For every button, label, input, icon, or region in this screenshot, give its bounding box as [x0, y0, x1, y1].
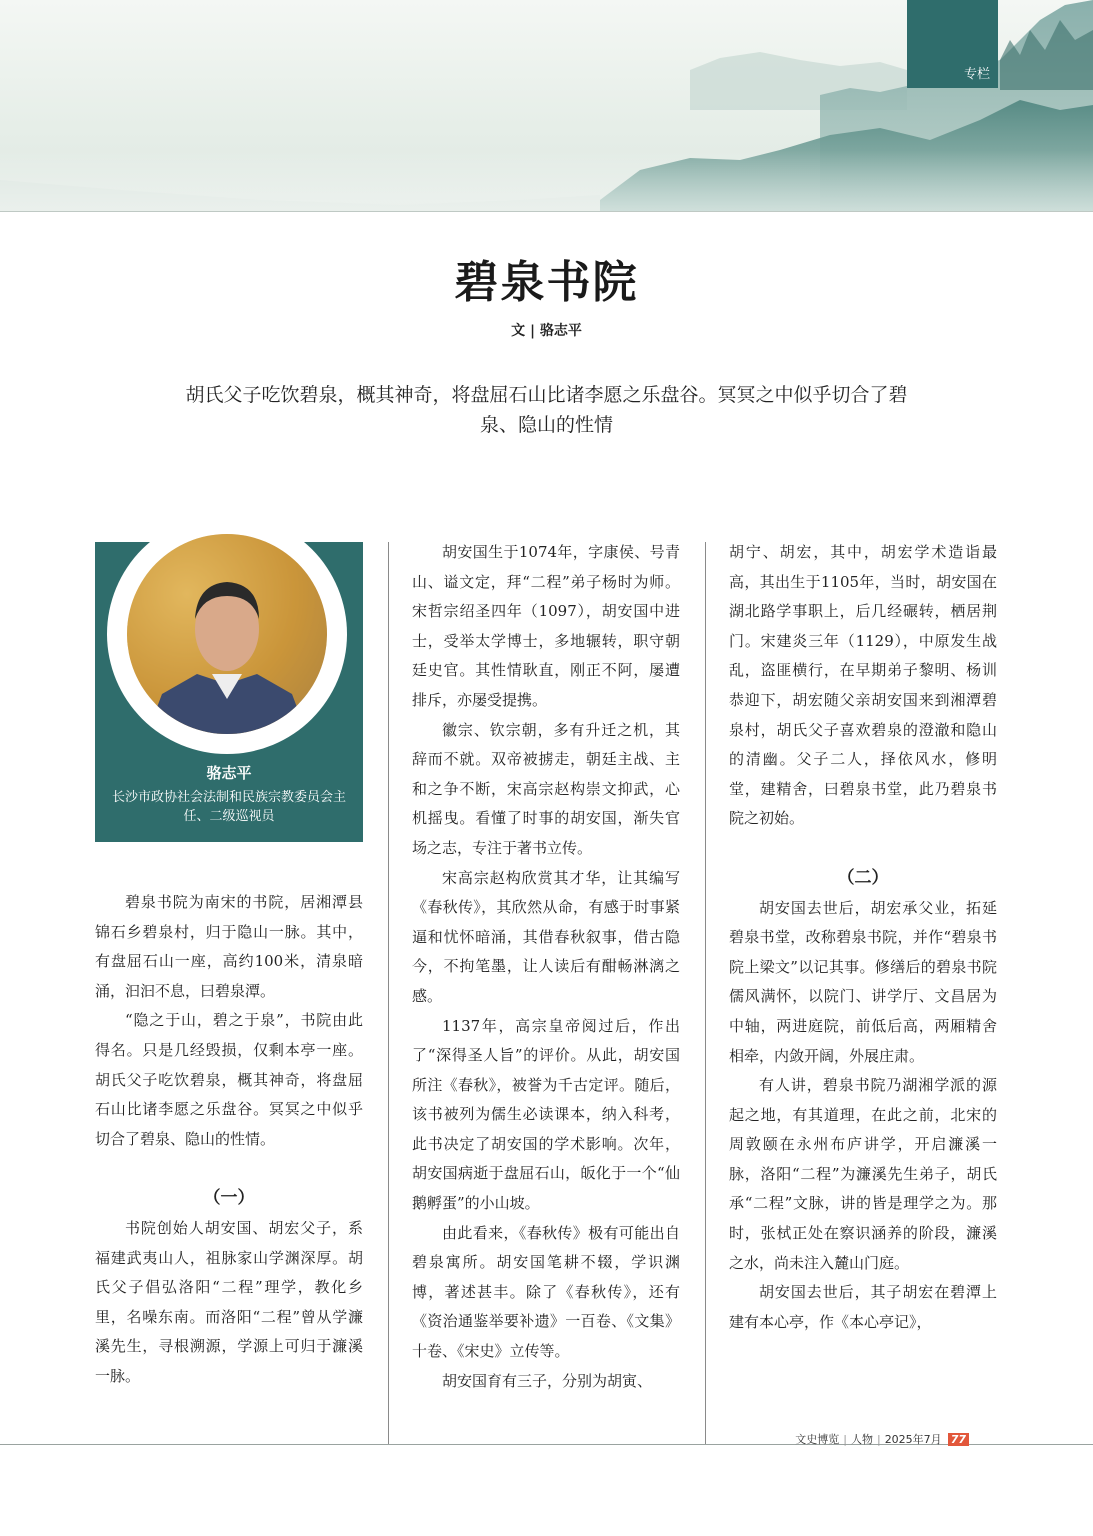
banner-divider [0, 211, 1093, 212]
paragraph: 胡安国生于1074年，字康侯、号青山、谥文定，拜“二程”弟子杨时为师。宋哲宗绍圣四年（1097），胡安国中进士，受举太学博士，多地辗转，职守朝廷史官。其性情耿直，刚正不阿，屡遭排斥，亦屡受提携。 [412, 543, 680, 709]
text-column-1 [95, 888, 363, 1392]
author-role: 长沙市政协社会法制和民族宗教委员会主任、二级巡视员 [111, 790, 346, 824]
paragraph: “隐之于山，碧之于泉”，书院由此得名。只是几经毁损，仅剩本亭一座。胡氏父子吃饮碧泉，概其神奇，将盘屈石山比诸李愿之乐盘谷。冥冥之中似乎切合了碧泉、隐山的性情。 [95, 1011, 363, 1148]
column-tag-box [907, 0, 998, 88]
author-photo-frame [107, 514, 347, 754]
paragraph: 徽宗、钦宗朝，多有升迁之机，其辞而不就。双帝被掳走，朝廷主战、主和之争不断，宋高宗赵构崇文抑武，心机摇曳。看懂了时事的胡安国，渐失官场之志，专注于著书立传。 [412, 720, 680, 857]
paragraph: 书院创始人胡安国、胡宏父子，系福建武夷山人，祖脉家山学渊深厚。胡氏父子倡弘洛阳“二程”理学，教化乡里，名噪东南。而洛阳“二程”曾从学濂溪先生，寻根溯源，学源上可归于濂溪一脉。 [95, 1218, 363, 1385]
column-divider [705, 542, 706, 1444]
footer-section: 人物 [850, 1433, 873, 1446]
section-heading-2: （二） [837, 867, 889, 888]
text-column-2 [412, 538, 680, 1396]
paragraph: 宋高宗赵构欣赏其才华，让其编写《春秋传》，其欣然从命，有感于时事紧逼和忧怀暗涌，其借春秋叙事，借古隐今，不拘笔墨，让人读后有酣畅淋漓之感。 [412, 868, 680, 1005]
author-profile-card [95, 542, 363, 842]
paragraph: 胡安国育有三子，分别为胡寅、 [442, 1371, 653, 1390]
column-tag: 专栏 [963, 67, 990, 82]
page-number: 77 [948, 1433, 969, 1446]
article-title: 碧泉书院 [454, 257, 639, 308]
magazine-name: 文史博览 [795, 1433, 840, 1446]
paragraph: 有人讲，碧泉书院乃湖湘学派的源起之地，有其道理，在此之前，北宋的周敦颐在永州布庐讲学，开启濂溪一脉，洛阳“二程”为濂溪先生弟子，胡氏承“二程”文脉，讲的皆是理学之为。那时，张栻正处在察识涵养的阶段，濂溪之水，尚未注入麓山门庭。 [729, 1076, 997, 1272]
paragraph: 胡安国去世后，胡宏承父业，拓延碧泉书堂，改称碧泉书院，并作“碧泉书院上梁文”以记其事。修缮后的碧泉书院儒风满怀，以院门、讲学厅、文昌居为中轴，两进庭院，前低后高，两厢精舍相牵，内敛开阔，外展庄肃。 [729, 898, 997, 1065]
column-divider [388, 542, 389, 1444]
issue-date: 2025年7月 [884, 1433, 942, 1446]
section-heading-1: （一） [203, 1188, 255, 1209]
paragraph: 胡宁、胡宏，其中，胡宏学术造诣最高，其出生于1105年，当时，胡安国在湖北路学事职上，后几经碾转，栖居荆门。宋建炎三年（1129），中原发生战乱，盗匪横行，在早期弟子黎明、杨训恭迎下，胡宏随父亲胡安国来到湘潭碧泉村，胡氏父子喜欢碧泉的澄澈和隐山的清幽。父子二人，择依风水，修明堂，建精舍，曰碧泉书堂，此乃碧泉书院之初始。 [729, 543, 997, 828]
page-footer: 文史博览 | 人物 | 2025年7月 77 [795, 1431, 969, 1447]
author-portrait-icon [127, 534, 327, 734]
paragraph: 碧泉书院为南宋的书院，居湘潭县锦石乡碧泉村，归于隐山一脉。其中，有盘屈石山一座，高约100米，清泉暗涌，汩汩不息，曰碧泉潭。 [95, 893, 363, 1000]
paragraph: 胡安国去世后，其子胡宏在碧潭上建有本心亭，作《本心亭记》， [729, 1283, 997, 1331]
article-byline: 文 | 骆志平 [511, 323, 582, 339]
article-lead: 胡氏父子吃饮碧泉，概其神奇，将盘屈石山比诸李愿之乐盘谷。冥冥之中似乎切合了碧泉、隐山的性情 [185, 384, 908, 436]
author-name: 骆志平 [206, 764, 252, 782]
paragraph: 由此看来，《春秋传》极有可能出自碧泉寓所。胡安国笔耕不辍，学识渊博，著述甚丰。除了《春秋传》，还有《资治通鉴举要补遗》一百卷、《文集》十卷、《宋史》立传等。 [412, 1223, 680, 1361]
author-photo [127, 534, 327, 734]
text-column-3 [729, 538, 997, 1337]
paragraph: 1137年，高宗皇帝阅过后，作出了“深得圣人旨”的评价。从此，胡安国所注《春秋》，被誉为千古定评。随后，该书被列为儒生必读课本，纳入科考，此书决定了胡安国的学术影响。次年，胡安国病逝于盘屈石山，皈化于一个“仙鹅孵蛋”的小山坡。 [412, 1016, 680, 1213]
